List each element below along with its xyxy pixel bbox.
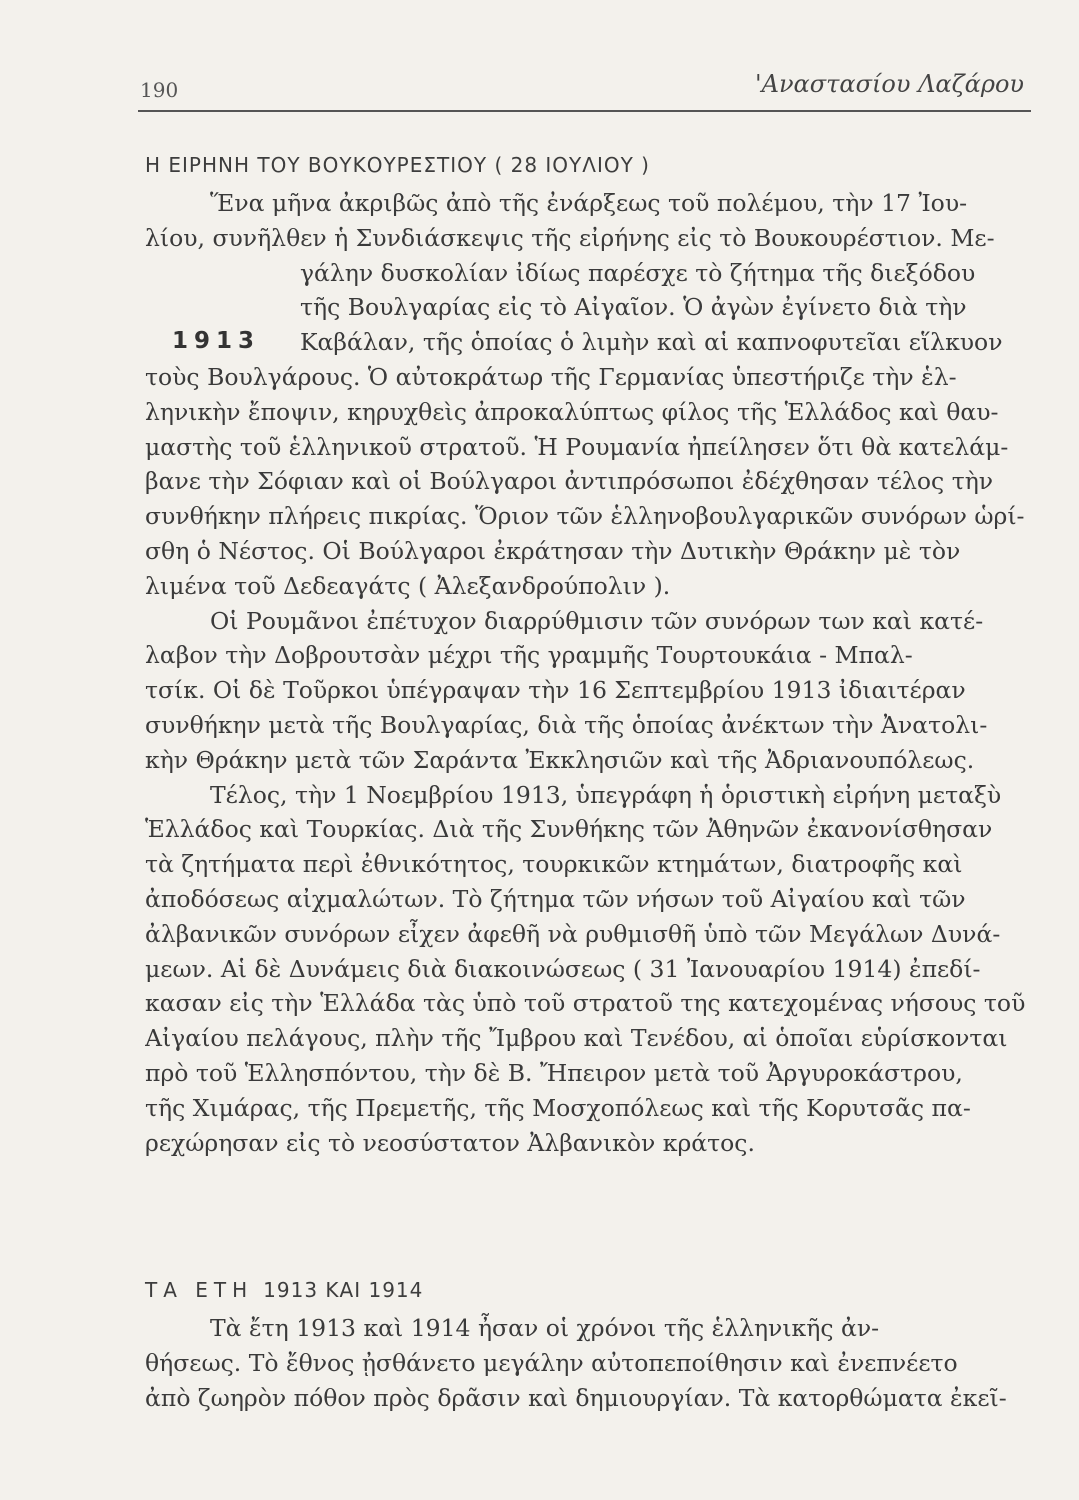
text-line: λίου, συνῆλθεν ἡ Συνδιάσκεψις τῆς εἰρήνης εἰς τὸ Βουκουρέστιον. Με- xyxy=(145,223,995,252)
text-line: τῆς Χιμάρας, τῆς Πρεμετῆς, τῆς Μοσχοπόλεως καὶ τῆς Κορυτσᾶς πα- xyxy=(145,1093,971,1122)
text-line: συνθήκην μετὰ τῆς Βουλγαρίας, διὰ τῆς ὁποίας ἀνέκτων τὴν Ἀνατολι- xyxy=(145,710,988,739)
text-line: θήσεως. Τὸ ἔθνος ᾐσθάνετο μεγάλην αὐτοπεποίθησιν καὶ ἐνεπνέετο xyxy=(145,1348,958,1377)
text-line: κασαν εἰς τὴν Ἑλλάδα τὰς ὑπὸ τοῦ στρατοῦ της κατεχομένας νήσους τοῦ xyxy=(145,989,1026,1018)
text-line: σθη ὁ Νέστος. Οἱ Βούλγαροι ἐκράτησαν τὴν Δυτικὴν Θράκην μὲ τὸν xyxy=(145,536,961,565)
section-1-body xyxy=(145,186,1035,1160)
text-line: Αἰγαίου πελάγους, πλὴν τῆς Ἴμβρου καὶ Τενέδου, αἱ ὁποῖαι εὑρίσκονται xyxy=(145,1024,1008,1053)
text-line: μαστὴς τοῦ ἑλληνικοῦ στρατοῦ. Ἡ Ρουμανία ἠπείλησεν ὅτι θὰ κατελάμ- xyxy=(145,432,1009,461)
text-line: τὰ ζητήματα περὶ ἐθνικότητος, τουρκικῶν κτημάτων, διατροφῆς καὶ xyxy=(145,850,963,879)
section-title-rest: 1913 ΚΑΙ 1914 xyxy=(263,1278,424,1302)
section-title-spaced-part: ΤΑ ΕΤΗ xyxy=(145,1278,254,1302)
section-title-peace-of-bucharest: Η ΕΙΡΗΝΗ ΤΟΥ ΒΟΥΚΟΥΡΕΣΤΙΟΥ ( 28 ΙΟΥΛΙΟΥ ) xyxy=(145,153,650,177)
text-line: τοὺς Βουλγάρους. Ὁ αὐτοκράτωρ τῆς Γερμανίας ὑπεστήριζε τὴν ἑλ- xyxy=(145,362,957,391)
page-number: 190 xyxy=(140,78,179,102)
running-head: 'Αναστασίου Λαζάρου xyxy=(755,70,1024,98)
text-line: ρεχώρησαν εἰς τὸ νεοσύστατον Ἀλβανικὸν κράτος. xyxy=(145,1128,755,1157)
margin-year-note: 1913 xyxy=(172,328,261,354)
text-line: Ἕνα μῆνα ἀκριβῶς ἀπὸ τῆς ἐνάρξεως τοῦ πολέμου, τὴν 17 Ἰου- xyxy=(210,189,968,217)
text-line: συνθήκην πλήρεις πικρίας. Ὅριον τῶν ἑλληνοβουλγαρικῶν συνόρων ὡρί- xyxy=(145,502,1025,531)
text-line: Καβάλαν, τῆς ὁποίας ὁ λιμὴν καὶ αἱ καπνοφυτεῖαι εἵλκυον xyxy=(300,328,1003,357)
text-line: ληνικὴν ἔποψιν, κηρυχθεὶς ἀπροκαλύπτως φίλος τῆς Ἑλλάδος καὶ θαυ- xyxy=(145,397,999,426)
text-line: λαβον τὴν Δοβρουτσὰν μέχρι τῆς γραμμῆς Τουρτουκάια - Μπαλ- xyxy=(145,641,913,670)
header-rule xyxy=(138,110,1031,112)
section-title-years-1913-1914 xyxy=(145,1278,423,1302)
text-line: Οἱ Ρουμᾶνοι ἐπέτυχον διαρρύθμισιν τῶν συνόρων των καὶ κατέ- xyxy=(210,606,984,635)
text-line: Ἑλλάδος καὶ Τουρκίας. Διὰ τῆς Συνθήκης τῶν Ἀθηνῶν ἐκανονίσθησαν xyxy=(145,815,993,844)
text-line: κὴν Θράκην μετὰ τῶν Σαράντα Ἐκκλησιῶν καὶ τῆς Ἀδριανουπόλεως. xyxy=(145,745,975,774)
text-line: ἀλβανικῶν συνόρων εἶχεν ἀφεθῆ νὰ ρυθμισθῆ ὑπὸ τῶν Μεγάλων Δυνά- xyxy=(145,919,1001,948)
text-line: ἀποδόσεως αἰχμαλώτων. Τὸ ζήτημα τῶν νήσων τοῦ Αἰγαίου καὶ τῶν xyxy=(145,884,966,913)
text-line: μεων. Αἱ δὲ Δυνάμεις διὰ διακοινώσεως ( 31 Ἰανουαρίου 1914) ἐπεδί- xyxy=(145,954,981,983)
text-line: τσίκ. Οἱ δὲ Τοῦρκοι ὑπέγραψαν τὴν 16 Σεπτεμβρίου 1913 ἰδιαιτέραν xyxy=(145,676,966,705)
text-line: γάλην δυσκολίαν ἰδίως παρέσχε τὸ ζήτημα τῆς διεξόδου xyxy=(300,258,976,287)
text-line: βανε τὴν Σόφιαν καὶ οἱ Βούλγαροι ἀντιπρόσωποι ἐδέχθησαν τέλος τὴν xyxy=(145,467,994,496)
text-line: τῆς Βουλγαρίας εἰς τὸ Αἰγαῖον. Ὁ ἀγὼν ἐγίνετο διὰ τὴν xyxy=(300,293,967,322)
text-line: πρὸ τοῦ Ἑλλησπόντου, τὴν δὲ Β. Ἤπειρον μετὰ τοῦ Ἀργυροκάστρου, xyxy=(145,1058,963,1087)
text-line: Τέλος, τὴν 1 Νοεμβρίου 1913, ὑπεγράφη ἡ ὁριστικὴ εἰρήνη μεταξὺ xyxy=(210,780,1002,809)
text-line: ἀπὸ ζωηρὸν πόθον πρὸς δρᾶσιν καὶ δημιουργίαν. Τὰ κατορθώματα ἐκεῖ- xyxy=(145,1383,1007,1412)
section-2-body xyxy=(145,1311,1035,1415)
text-line: Τὰ ἔτη 1913 καὶ 1914 ἦσαν οἱ χρόνοι τῆς ἑλληνικῆς ἀν- xyxy=(210,1314,880,1342)
text-line: λιμένα τοῦ Δεδεαγάτς ( Ἀλεξανδρούπολιν ). xyxy=(145,571,671,600)
